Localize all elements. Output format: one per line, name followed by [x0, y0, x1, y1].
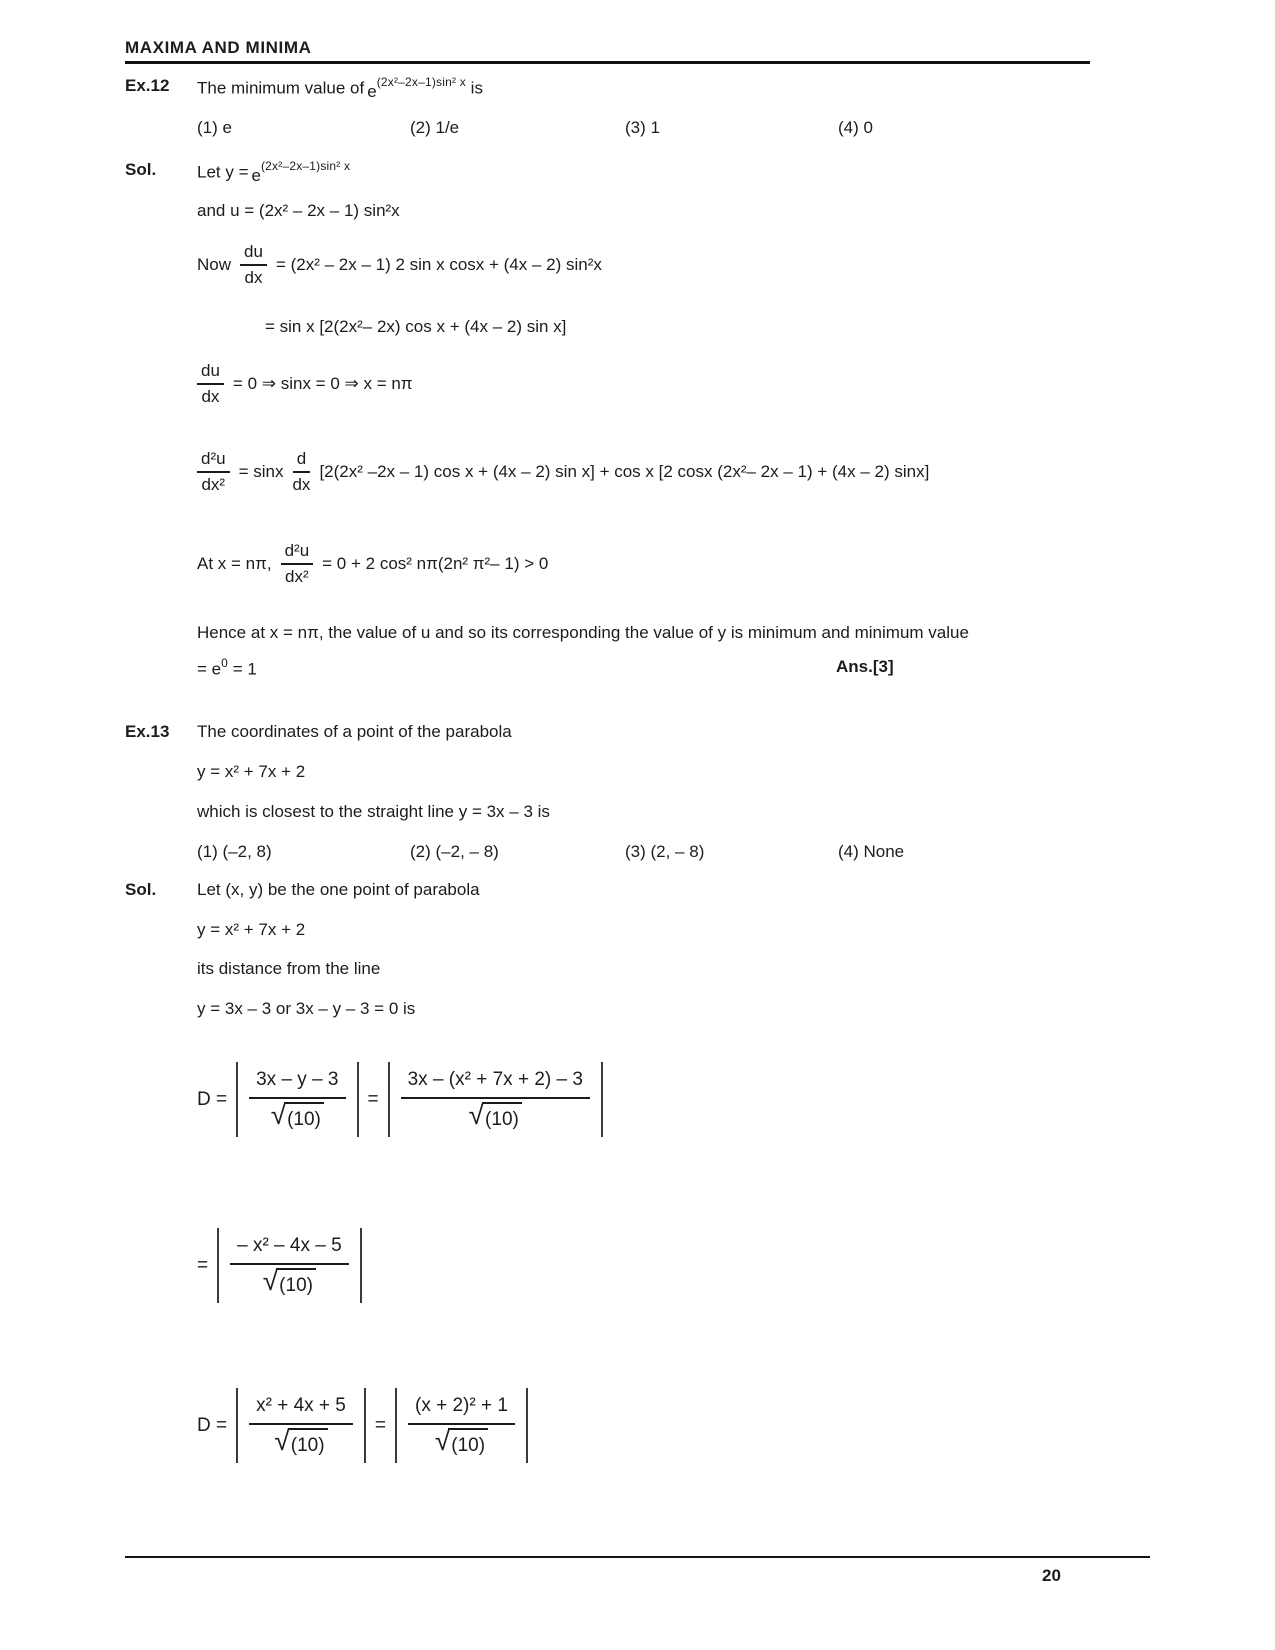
ex12-sol-label: Sol.: [125, 160, 157, 179]
ex13-sol-line1: Let (x, y) be the one point of parabola: [197, 880, 480, 899]
footer-rule: [125, 1556, 1150, 1558]
ex13-question-line2: y = x² + 7x + 2: [197, 762, 306, 781]
fraction-denominator: [274, 1425, 327, 1459]
fraction-numerator: d²u: [281, 540, 314, 565]
abs-value-group: [236, 1388, 366, 1463]
fraction-denominator: dx²: [285, 567, 309, 587]
distance-fraction-2: [401, 1067, 590, 1132]
ex12-question: [197, 76, 483, 99]
d-eq3-prefix: D =: [197, 1414, 228, 1436]
d2u-dx2-fraction: [197, 448, 230, 496]
ex12-option-4: (4) 0: [838, 118, 873, 137]
d-eq3-equals: =: [374, 1414, 386, 1436]
ex12-sol-line3-prefix: Now: [197, 255, 232, 275]
radical-sign: √: [274, 1424, 290, 1456]
fraction-numerator: d²u: [197, 448, 230, 473]
sqrt-10: [274, 1424, 327, 1459]
ex12-option-2: (2) 1/e: [410, 118, 460, 137]
e-power-zero: 0: [221, 656, 228, 670]
ex13-distance-eq-2: [197, 1228, 371, 1303]
ex12-sol-line9-post: = 1: [227, 659, 257, 679]
ex12-option-3: (3) 1: [625, 118, 660, 137]
ex12-sol-line7-prefix: At x = nπ,: [197, 554, 272, 574]
fraction-numerator: (x + 2)² + 1: [408, 1393, 515, 1425]
fraction-denominator: [263, 1265, 316, 1299]
fraction-numerator: 3x – y – 3: [249, 1067, 345, 1099]
ex12-sol-line6-mid: = sinx: [238, 462, 284, 482]
fraction-denominator: [469, 1099, 522, 1133]
distance-fraction-5: [408, 1393, 515, 1458]
ex12-sol-line1: [197, 160, 350, 183]
radical-sign: √: [468, 1098, 485, 1130]
radical-sign: √: [262, 1264, 279, 1296]
ex12-sol-line3-rhs: = (2x² – 2x – 1) 2 sin x cosx + (4x – 2) sin²x: [275, 255, 602, 275]
ex12-exponent: (2x²–2x–1)sin² x: [376, 75, 466, 89]
du-dx-fraction: [240, 241, 267, 289]
d-eq1-prefix: D =: [197, 1088, 228, 1110]
ex12-option-1: (1) e: [197, 118, 232, 137]
radical-sign: √: [270, 1098, 287, 1130]
page-number: 20: [1042, 1566, 1061, 1585]
abs-value-group: [217, 1228, 362, 1303]
ex12-sol-line4: = sin x [2(2x²– 2x) cos x + (4x – 2) sin x]: [265, 317, 567, 336]
d2u-dx2-fraction: [281, 540, 314, 588]
sqrt-10: [270, 1098, 324, 1133]
ex13-option-1: (1) (–2, 8): [197, 842, 272, 861]
page-header-title: MAXIMA AND MINIMA: [125, 38, 312, 57]
fraction-numerator: d: [293, 448, 310, 473]
ex12-label: Ex.12: [125, 76, 170, 95]
ex12-sol-line7-rhs: = 0 + 2 cos² nπ(2n² π²– 1) > 0: [322, 554, 549, 574]
distance-fraction-1: [249, 1067, 345, 1132]
sqrt-10: [434, 1424, 488, 1459]
radicand: (10): [448, 1428, 488, 1459]
sqrt-10: [468, 1098, 522, 1133]
d-dx-operator: [292, 448, 310, 496]
ex13-sol-line2: y = x² + 7x + 2: [197, 920, 306, 939]
d-eq2-prefix: =: [197, 1254, 209, 1276]
ex12-sol-line3: [197, 241, 602, 289]
radicand: (10): [276, 1268, 316, 1299]
fraction-numerator: x² + 4x + 5: [249, 1393, 353, 1425]
fraction-denominator: dx: [244, 268, 263, 288]
ex13-sol-line4: y = 3x – 3 or 3x – y – 3 = 0 is: [197, 999, 416, 1018]
ex12-sol-line6-rhs: [2(2x² –2x – 1) cos x + (4x – 2) sin x] + cos x [2 cosx (2x²– 2x – 1) + (4x – 2) sinx]: [319, 462, 930, 482]
fraction-numerator: du: [240, 241, 267, 266]
abs-value-group: [236, 1062, 358, 1137]
ex12-sol-line8: Hence at x = nπ, the value of u and so its corresponding the value of y is minimum and minimum value: [197, 623, 969, 642]
ex12-sol-exp-base: e: [251, 165, 261, 185]
fraction-denominator: [271, 1099, 324, 1133]
ex12-sol-line1-prefix: Let y =: [197, 162, 249, 182]
ex13-question-line1: The coordinates of a point of the parabola: [197, 722, 512, 741]
ex12-sol-line2: and u = (2x² – 2x – 1) sin²x: [197, 201, 400, 220]
header-rule: [125, 61, 1090, 64]
radicand: (10): [288, 1428, 328, 1459]
ex12-sol-line6: [197, 448, 929, 496]
abs-value-group: [388, 1062, 603, 1137]
abs-value-group: [395, 1388, 528, 1463]
d-eq1-equals: =: [367, 1088, 379, 1110]
du-dx-fraction: [197, 360, 224, 408]
ex13-label: Ex.13: [125, 722, 170, 741]
ex12-answer: Ans.[3]: [836, 657, 894, 676]
distance-fraction-3: [230, 1233, 349, 1298]
ex12-sol-line9: [197, 657, 257, 680]
ex13-option-2: (2) (–2, – 8): [410, 842, 499, 861]
radicand: (10): [482, 1102, 522, 1133]
ex12-sol-line5: [197, 360, 413, 408]
ex12-sol-line5-rhs: = 0 ⇒ sinx = 0 ⇒ x = nπ: [232, 374, 413, 394]
ex12-sol-line7: [197, 540, 548, 588]
radicand: (10): [284, 1102, 324, 1133]
ex13-option-3: (3) (2, – 8): [625, 842, 705, 861]
fraction-numerator: 3x – (x² + 7x + 2) – 3: [401, 1067, 590, 1099]
ex12-sol-line9-pre: = e: [197, 659, 222, 679]
fraction-numerator: du: [197, 360, 224, 385]
sqrt-10: [262, 1264, 316, 1299]
ex12-question-suffix: is: [465, 78, 483, 98]
ex12-sol-exponent: (2x²–2x–1)sin² x: [260, 159, 351, 173]
ex13-option-4: (4) None: [838, 842, 905, 861]
ex13-sol-line3: its distance from the line: [197, 959, 381, 978]
fraction-denominator: dx: [201, 387, 220, 407]
fraction-numerator: – x² – 4x – 5: [230, 1233, 349, 1265]
ex12-exp-base: e: [367, 81, 377, 101]
ex13-question-line3: which is closest to the straight line y = 3x – 3 is: [197, 802, 550, 821]
radical-sign: √: [434, 1424, 451, 1456]
ex13-distance-eq-1: [197, 1062, 612, 1137]
ex12-question-prefix: The minimum value of: [197, 78, 365, 98]
fraction-denominator: dx: [292, 475, 311, 495]
ex13-distance-eq-3: [197, 1388, 537, 1463]
distance-fraction-4: [249, 1393, 353, 1458]
ex13-sol-label: Sol.: [125, 880, 157, 899]
fraction-denominator: dx²: [201, 475, 226, 495]
fraction-denominator: [435, 1425, 488, 1459]
